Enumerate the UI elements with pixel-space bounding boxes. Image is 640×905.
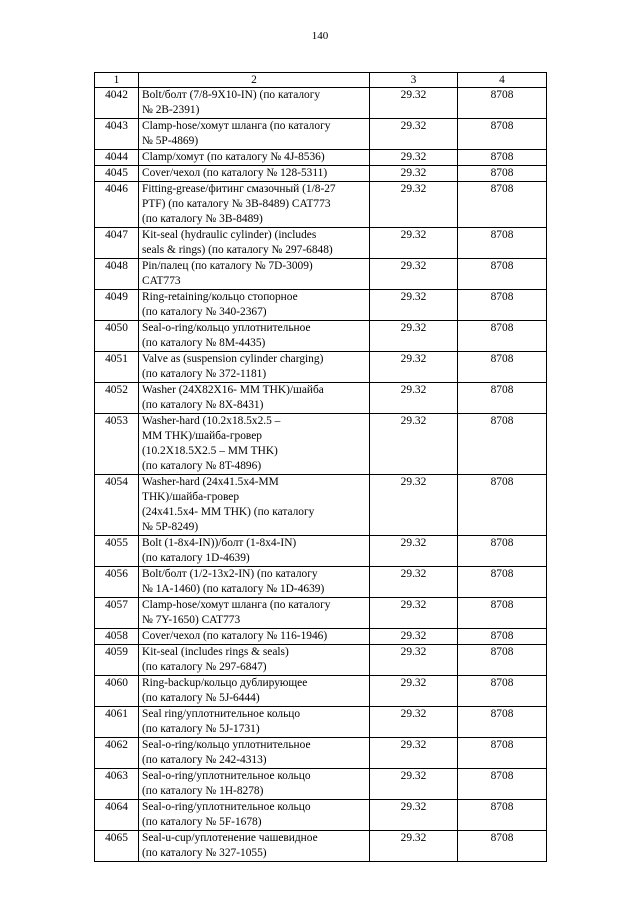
column-4-cell: 8708	[458, 352, 547, 383]
column-4-cell: 8708	[458, 182, 547, 228]
table-row	[95, 383, 547, 414]
description-cell	[139, 182, 370, 228]
description-cell	[139, 645, 370, 676]
column-3-cell: 29.32	[370, 228, 458, 259]
description-cell	[139, 800, 370, 831]
row-number-cell: 4062	[95, 738, 139, 769]
description-line: (10.2X18.5X2.5 – MM THK)	[142, 445, 278, 457]
description-line: (по каталогу № 8M-4435)	[142, 337, 266, 349]
description-line: (по каталогу № 340-2367)	[142, 306, 267, 318]
description-line: (по каталогу № 3B-8489)	[142, 213, 263, 225]
row-number-cell: 4046	[95, 182, 139, 228]
column-header-1: 1	[95, 73, 139, 88]
row-number-cell: 4047	[95, 228, 139, 259]
description-line: Cover/чехол (по каталогу № 128-5311)	[142, 167, 328, 179]
description-cell	[139, 567, 370, 598]
table-row	[95, 676, 547, 707]
table-row	[95, 536, 547, 567]
description-line: № 5P-8249)	[142, 521, 199, 533]
column-4-cell: 8708	[458, 475, 547, 536]
column-3-cell: 29.32	[370, 598, 458, 629]
description-cell	[139, 290, 370, 321]
column-4-cell: 8708	[458, 290, 547, 321]
description-line: CAT773	[142, 275, 181, 287]
row-number-cell: 4065	[95, 831, 139, 862]
description-line: (24x41.5x4- MM THK) (по каталогу	[142, 506, 315, 518]
description-line: Bolt/болт (1/2-13x2-IN) (по каталогу	[142, 568, 318, 580]
description-line: (по каталогу № 1H-8278)	[142, 785, 264, 797]
column-3-cell: 29.32	[370, 88, 458, 119]
column-3-cell: 29.32	[370, 383, 458, 414]
column-4-cell: 8708	[458, 119, 547, 150]
description-line: Seal-o-ring/кольцо уплотнительное	[142, 322, 311, 334]
table-row	[95, 738, 547, 769]
description-line: MM THK)/шайба-гровер	[142, 430, 262, 442]
description-cell	[139, 383, 370, 414]
column-3-cell: 29.32	[370, 475, 458, 536]
column-4-cell: 8708	[458, 645, 547, 676]
row-number-cell: 4061	[95, 707, 139, 738]
row-number-cell: 4048	[95, 259, 139, 290]
description-line: Ring-retaining/кольцо стопорное	[142, 291, 298, 303]
row-number-cell: 4050	[95, 321, 139, 352]
table-row	[95, 259, 547, 290]
column-4-cell: 8708	[458, 707, 547, 738]
table-header-row	[95, 73, 547, 88]
table-row	[95, 629, 547, 645]
column-3-cell: 29.32	[370, 676, 458, 707]
description-line: Washer (24X82X16- MM THK)/шайба	[142, 384, 324, 396]
column-3-cell: 29.32	[370, 259, 458, 290]
description-line: (по каталогу № 372-1181)	[142, 368, 267, 380]
column-3-cell: 29.32	[370, 166, 458, 182]
column-4-cell: 8708	[458, 800, 547, 831]
description-cell	[139, 259, 370, 290]
description-line: № 1A-1460) (по каталогу № 1D-4639)	[142, 583, 325, 595]
column-4-cell: 8708	[458, 414, 547, 475]
row-number-cell: 4064	[95, 800, 139, 831]
column-4-cell: 8708	[458, 567, 547, 598]
table-row	[95, 352, 547, 383]
column-3-cell: 29.32	[370, 352, 458, 383]
description-cell	[139, 707, 370, 738]
table-row	[95, 645, 547, 676]
description-line: (по каталогу № 5F-1678)	[142, 816, 262, 828]
description-cell	[139, 414, 370, 475]
table-row	[95, 414, 547, 475]
description-line: Cover/чехол (по каталогу № 116-1946)	[142, 630, 328, 642]
row-number-cell: 4049	[95, 290, 139, 321]
description-line: Fitting-grease/фитинг смазочный (1/8-27	[142, 183, 336, 195]
description-line: Seal-o-ring/уплотнительное кольцо	[142, 801, 311, 813]
description-line: Clamp/хомут (по каталогу № 4J-8536)	[142, 151, 325, 163]
description-cell	[139, 228, 370, 259]
column-3-cell: 29.32	[370, 831, 458, 862]
column-4-cell: 8708	[458, 536, 547, 567]
description-cell	[139, 769, 370, 800]
description-line: (по каталогу 1D-4639)	[142, 552, 250, 564]
description-cell	[139, 352, 370, 383]
column-4-cell: 8708	[458, 769, 547, 800]
table-row	[95, 182, 547, 228]
row-number-cell: 4063	[95, 769, 139, 800]
row-number-cell: 4057	[95, 598, 139, 629]
row-number-cell: 4053	[95, 414, 139, 475]
row-number-cell: 4051	[95, 352, 139, 383]
table-row	[95, 831, 547, 862]
column-3-cell: 29.32	[370, 567, 458, 598]
table-row	[95, 598, 547, 629]
row-number-cell: 4056	[95, 567, 139, 598]
row-number-cell: 4042	[95, 88, 139, 119]
column-3-cell: 29.32	[370, 769, 458, 800]
column-4-cell: 8708	[458, 150, 547, 166]
column-4-cell: 8708	[458, 166, 547, 182]
description-cell	[139, 475, 370, 536]
table-row	[95, 290, 547, 321]
column-3-cell: 29.32	[370, 536, 458, 567]
table-row	[95, 769, 547, 800]
row-number-cell: 4060	[95, 676, 139, 707]
description-line: № 2B-2391)	[142, 104, 200, 116]
description-cell	[139, 321, 370, 352]
column-3-cell: 29.32	[370, 800, 458, 831]
description-cell	[139, 150, 370, 166]
row-number-cell: 4044	[95, 150, 139, 166]
row-number-cell: 4052	[95, 383, 139, 414]
column-4-cell: 8708	[458, 321, 547, 352]
table-row	[95, 88, 547, 119]
description-cell	[139, 629, 370, 645]
column-4-cell: 8708	[458, 383, 547, 414]
column-3-cell: 29.32	[370, 629, 458, 645]
description-line: seals & rings) (по каталогу № 297-6848)	[142, 244, 333, 256]
description-line: (по каталогу № 327-1055)	[142, 847, 267, 859]
column-3-cell: 29.32	[370, 707, 458, 738]
description-cell	[139, 536, 370, 567]
row-number-cell: 4059	[95, 645, 139, 676]
row-number-cell: 4043	[95, 119, 139, 150]
column-4-cell: 8708	[458, 228, 547, 259]
description-line: Kit-seal (hydraulic cylinder) (includes	[142, 229, 317, 241]
row-number-cell: 4058	[95, 629, 139, 645]
description-cell	[139, 738, 370, 769]
description-line: PTF) (по каталогу № 3B-8489) CAT773	[142, 198, 331, 210]
column-header-2: 2	[139, 73, 370, 88]
parts-table	[94, 72, 547, 862]
description-line: Seal ring/уплотнительное кольцо	[142, 708, 301, 720]
description-line: Kit-seal (includes rings & seals)	[142, 646, 289, 658]
table-body	[95, 88, 547, 862]
description-line: Washer-hard (24x41.5x4-MM	[142, 476, 279, 488]
description-cell	[139, 831, 370, 862]
column-header-4: 4	[458, 73, 547, 88]
description-line: THK)/шайба-гровер	[142, 491, 240, 503]
description-cell	[139, 166, 370, 182]
column-3-cell: 29.32	[370, 290, 458, 321]
table-row	[95, 800, 547, 831]
description-cell	[139, 88, 370, 119]
row-number-cell: 4055	[95, 536, 139, 567]
column-4-cell: 8708	[458, 259, 547, 290]
column-header-3: 3	[370, 73, 458, 88]
row-number-cell: 4054	[95, 475, 139, 536]
description-line: Pin/палец (по каталогу № 7D-3009)	[142, 260, 313, 272]
description-line: Bolt/болт (7/8-9X10-IN) (по каталогу	[142, 89, 321, 101]
column-4-cell: 8708	[458, 88, 547, 119]
column-3-cell: 29.32	[370, 182, 458, 228]
description-cell	[139, 676, 370, 707]
description-line: № 5P-4869)	[142, 135, 199, 147]
description-cell	[139, 119, 370, 150]
column-3-cell: 29.32	[370, 119, 458, 150]
column-4-cell: 8708	[458, 738, 547, 769]
table-row	[95, 119, 547, 150]
column-3-cell: 29.32	[370, 321, 458, 352]
table-row	[95, 321, 547, 352]
column-4-cell: 8708	[458, 598, 547, 629]
column-3-cell: 29.32	[370, 645, 458, 676]
description-line: (по каталогу № 242-4313)	[142, 754, 267, 766]
description-line: Bolt (1-8x4-IN))/болт (1-8x4-IN)	[142, 537, 297, 549]
description-line: Washer-hard (10.2x18.5x2.5 –	[142, 415, 281, 427]
table-row	[95, 475, 547, 536]
description-line: (по каталогу № 297-6847)	[142, 661, 267, 673]
description-line: (по каталогу № 8X-8431)	[142, 399, 264, 411]
description-line: Seal-o-ring/кольцо уплотнительное	[142, 739, 311, 751]
column-3-cell: 29.32	[370, 738, 458, 769]
table-row	[95, 707, 547, 738]
description-cell	[139, 598, 370, 629]
description-line: Clamp-hose/хомут шланга (по каталогу	[142, 120, 331, 132]
description-line: Clamp-hose/хомут шланга (по каталогу	[142, 599, 331, 611]
description-line: Seal-u-cup/уплотенение чашевидное	[142, 832, 318, 844]
table-row	[95, 166, 547, 182]
column-4-cell: 8708	[458, 676, 547, 707]
description-line: (по каталогу № 8T-4896)	[142, 460, 262, 472]
description-line: Ring-backup/кольцо дублирующее	[142, 677, 308, 689]
column-4-cell: 8708	[458, 831, 547, 862]
description-line: Valve as (suspension cylinder charging)	[142, 353, 324, 365]
page-number: 140	[311, 30, 329, 42]
column-3-cell: 29.32	[370, 414, 458, 475]
column-3-cell: 29.32	[370, 150, 458, 166]
description-line: (по каталогу № 5J-6444)	[142, 692, 260, 704]
row-number-cell: 4045	[95, 166, 139, 182]
column-4-cell: 8708	[458, 629, 547, 645]
table-row	[95, 228, 547, 259]
description-line: № 7Y-1650) CAT773	[142, 614, 241, 626]
table-row	[95, 567, 547, 598]
table-row	[95, 150, 547, 166]
description-line: Seal-o-ring/уплотнительное кольцо	[142, 770, 311, 782]
description-line: (по каталогу № 5J-1731)	[142, 723, 260, 735]
